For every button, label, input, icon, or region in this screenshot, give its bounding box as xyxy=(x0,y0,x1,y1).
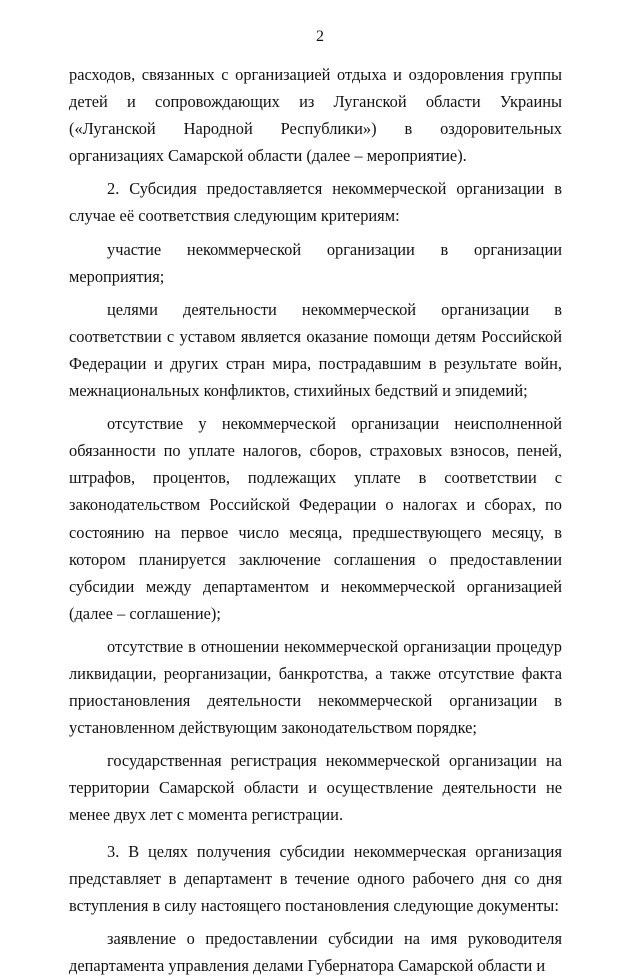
document-body xyxy=(69,61,562,979)
paragraph-application: заявление о предоставлении субсидии на имя руководителя департамента управления делами Губернатора Самарской области и xyxy=(69,928,562,975)
paragraph-clause-3: 3. В целях получения субсидии некоммерческая организация представляет в департамент в течение одного рабочего дня со дня вступления в силу настоящего постановления следующие документы: xyxy=(69,841,562,915)
paragraph-continuation: расходов, связанных с организацией отдыха и оздоровления группы детей и сопровождающих из Луганской области Украины («Луганской Народной Республики») в оздоровительных организациях Самарской области (далее – мероприятие). xyxy=(69,65,562,166)
paragraph-criterion-participation: участие некоммерческой организации в организации мероприятия; xyxy=(69,239,562,286)
paragraph-clause-2: 2. Субсидия предоставляется некоммерческой организации в случае её соответствия следующим критериям: xyxy=(69,179,562,226)
paragraph-criterion-purpose: целями деятельности некоммерческой организации в соответствии с уставом является оказание помощи детям Российской Федерации и других стран мира, пострадавшим в результате войн, межнациональных конфликтов, стихийных бедствий и эпидемий; xyxy=(69,299,562,401)
page-number: 2 xyxy=(316,28,324,45)
paragraph-criterion-no-debts: отсутствие у некоммерческой организации неисполненной обязанности по уплате налогов, сборов, страховых взносов, пеней, штрафов, процентов, подлежащих уплате в соответствии с законодательством Российской Федерации о налогах и сборах, по состоянию на первое число месяца, предшествующего месяцу, в котором планируется заключение соглашения о предоставлении субсидии между департаментом и некоммерческой организацией (далее – соглашение); xyxy=(69,414,562,623)
paragraph-criterion-no-liquidation: отсутствие в отношении некоммерческой организации процедур ликвидации, реорганизации, банкротства, а также отсутствие факта приостановления деятельности некоммерческой организации в установленном действующим законодательством порядке; xyxy=(69,636,562,738)
paragraph-criterion-registration: государственная регистрация некоммерческой организации на территории Самарской области и осуществление деятельности не менее двух лет с момента регистрации. xyxy=(69,751,562,825)
